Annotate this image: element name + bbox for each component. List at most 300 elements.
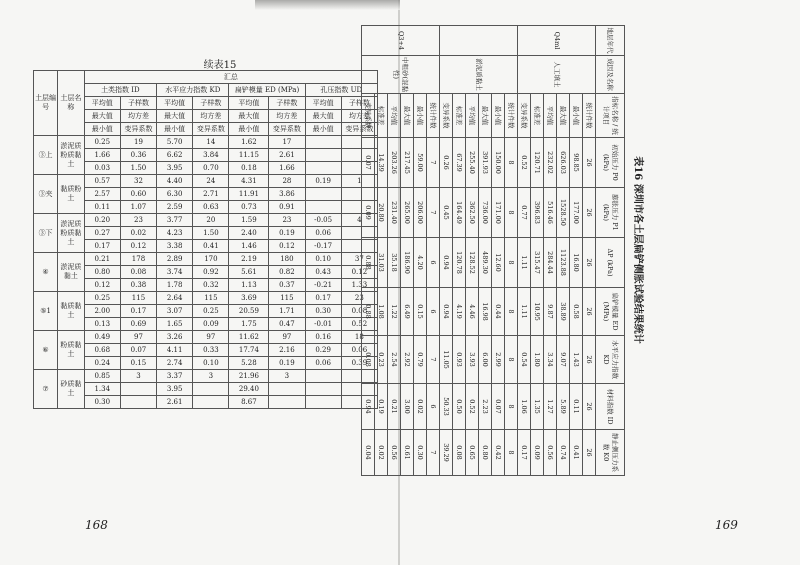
layer-name: 黏质黏土 [58,292,85,331]
cell: 0.41 [193,240,229,253]
stat-label: 变异系数 [269,123,305,136]
cell: 50.33 [440,384,453,430]
cell: 12.60 [492,238,505,288]
cell: 0.52 [518,138,531,188]
cell: 164.49 [453,188,466,238]
cell: 98.85 [570,138,583,188]
cell: 1.80 [531,336,544,384]
stat-label: 平均值 [305,97,341,110]
cell: 16.80 [570,238,583,288]
cell: 0.38 [120,279,156,292]
cell: 0.04 [362,430,375,476]
cell: 0.07 [120,344,156,357]
table-row [531,26,544,476]
stat-label: 子样数 [120,97,156,110]
cell: 255.40 [466,138,479,188]
cell: 2.61 [269,149,305,162]
cell: 0.74 [557,430,570,476]
header-summary: 汇总 [84,71,377,84]
cell: 6.30 [157,188,193,201]
cell: 1.43 [570,336,583,384]
cell: 0.25 [84,292,120,305]
stat-item: 平均值 [388,94,401,138]
cell: 8 [505,188,518,238]
cell: 3.34 [544,336,557,384]
cell: 0.03 [84,162,120,175]
cell: 4.20 [414,238,427,288]
era-cell: Q3+4 [362,26,440,56]
stat-label: 子样数 [269,97,305,110]
scan-shadow [255,0,400,10]
cell: 3 [193,370,229,383]
cell: 26 [583,288,596,336]
stat-label: 子样数 [193,97,229,110]
cell: 203.26 [388,138,401,188]
cell: 3.74 [157,266,193,279]
cell: 1123.88 [557,238,570,288]
col-layer-no: 土层编号 [34,71,58,136]
layer-no: ⑤1 [34,292,58,331]
era-cell [440,26,518,56]
stat-label: 最小值 [229,123,269,136]
cell: 1.62 [229,136,269,149]
cell: -0.01 [305,318,341,331]
stat-item: 最小值 [492,94,505,138]
cell: 396.83 [531,188,544,238]
cell: 0.12 [269,240,305,253]
cell: 2.19 [229,253,269,266]
group-header: 扁铲模量 ED (MPa) [229,84,305,97]
cell: 0.15 [414,288,427,336]
stat-item: 统计件数 [427,94,440,138]
cell: 0.27 [84,227,120,240]
column-header: 扁铲模量 ED (MPa) [596,288,625,336]
cell: 0.94 [440,238,453,288]
cell: 626.03 [557,138,570,188]
table-row [466,26,479,476]
cell: 3.77 [157,214,193,227]
cell: 11.62 [229,331,269,344]
cell: 0.85 [84,370,120,383]
table-row [505,26,518,476]
cell: 24 [193,175,229,188]
cell: 0.10 [305,253,341,266]
cell: 21.96 [229,370,269,383]
group-header: 土类指数 ID [84,84,156,97]
cell: 1 [341,175,377,188]
cell: 120.71 [531,138,544,188]
cell: 3.26 [157,331,193,344]
table-row [479,26,492,476]
cell: 8 [505,138,518,188]
cell: 6 [427,384,440,430]
cell: 3.00 [401,384,414,430]
cell: 3.95 [157,383,193,396]
cell: 2.64 [157,292,193,305]
table-row [388,26,401,476]
cell: 0.17 [84,240,120,253]
cell: 736.00 [479,188,492,238]
cell: 6.49 [401,288,414,336]
cell: 67.39 [453,138,466,188]
column-header: 初始压力 P0 (kPa) [596,138,625,188]
stat-label: 最大值 [229,110,269,123]
stat-item: 最大值 [401,94,414,138]
cell: 0.80 [479,430,492,476]
column-header: 水平应力指数 KD [596,336,625,384]
cell: 265.00 [401,188,414,238]
cell: 4.11 [157,344,193,357]
cell: 0.12 [341,266,377,279]
cell: 284.44 [544,238,557,288]
stat-item: 变异系数 [362,94,375,138]
cell: 0.19 [375,384,388,430]
cell: 1.66 [269,162,305,175]
cell: 0.13 [84,318,120,331]
cell: 2.57 [84,188,120,201]
stat-item: 最大值 [557,94,570,138]
stat-item: 变异系数 [518,94,531,138]
cell: 391.93 [479,138,492,188]
stat-item: 统计件数 [583,94,596,138]
cell: 37 [341,253,377,266]
cell: 0.30 [84,396,120,409]
cell: 0.52 [341,318,377,331]
stat-item: 平均值 [544,94,557,138]
cell: 0.41 [570,430,583,476]
cell: 2.74 [157,357,193,370]
cell: 0.60 [120,188,156,201]
cell: 16.98 [479,288,492,336]
cell: 0.44 [492,288,505,336]
stat-label: 变异系数 [193,123,229,136]
stat-label: 最小值 [157,123,193,136]
cell: 1.66 [84,149,120,162]
layer-name: 淤泥质粉质黏土 [58,214,85,253]
cell: 0.68 [84,344,120,357]
cell: 3 [120,370,156,383]
cell: 0.56 [544,430,557,476]
table-row [401,26,414,476]
cell: 120.78 [453,238,466,288]
column-header: ΔP (kPa) [596,238,625,288]
cell: 32 [120,175,156,188]
layer-no: ⑥ [34,331,58,370]
cell: 11.05 [440,336,453,384]
cell: 177.00 [570,188,583,238]
stat-label: 最小值 [305,123,341,136]
cell: 178 [120,253,156,266]
cell: 3.38 [157,240,193,253]
table-row [427,26,440,476]
cell: 0.02 [414,384,427,430]
stat-item: 标准差 [453,94,466,138]
cell: 4.23 [157,227,193,240]
cell: 0.17 [518,430,531,476]
cell: 0.80 [84,266,120,279]
cell: 8.67 [229,396,269,409]
cell: 0.36 [120,149,156,162]
stat-label: 变异系数 [120,123,156,136]
era-cell: Q4ml [518,26,596,56]
cell: 5.70 [157,136,193,149]
header-row [596,26,625,476]
cell: 0.07 [362,138,375,188]
cell: 0.07 [492,384,505,430]
stat-item: 平均值 [466,94,479,138]
table-row [570,26,583,476]
table-row [583,26,596,476]
group-header: 孔压指数 UD [305,84,377,97]
cell: 0.18 [229,162,269,175]
cell: 0.39 [341,357,377,370]
cell: 0.32 [193,279,229,292]
cell: 0.54 [518,336,531,384]
cell: 115 [120,292,156,305]
layer-name: 淤泥质黏土 [58,253,85,292]
cell: 115 [193,292,229,305]
cell: 28 [269,175,305,188]
cell: 362.50 [466,188,479,238]
stat-label: 平均值 [84,97,120,110]
cell: 2.61 [157,396,193,409]
stat-label: 均方差 [269,110,305,123]
cell: 2.99 [492,336,505,384]
cell: 1528.50 [557,188,570,238]
cell: 0.11 [570,384,583,430]
cell: 0.09 [362,188,375,238]
cell: 0.15 [120,357,156,370]
right-rotated-content [145,25,655,475]
cell: 0.30 [414,430,427,476]
table-row [375,26,388,476]
cell: 0.19 [269,357,305,370]
cell: 1.11 [518,288,531,336]
stat-label: 平均值 [229,97,269,110]
table-row [544,26,557,476]
cell: 1.65 [157,318,193,331]
cell: 0.45 [440,188,453,238]
cell: 6 [427,288,440,336]
cell: 2.23 [479,384,492,430]
col-layer-name: 土层名称 [58,71,85,136]
cell: 1.78 [157,279,193,292]
stat-item: 变异系数 [440,94,453,138]
group-header: 水平应力指数 KD [157,84,229,97]
cell: 3.07 [157,305,193,318]
cell: 1.13 [229,279,269,292]
cell: 0.02 [375,430,388,476]
cell: 20.59 [229,305,269,318]
layer-name: 淤泥质粉质黏土 [58,136,85,175]
cell: 0.88 [362,238,375,288]
column-header: 静止侧压力系数 K0 [596,430,625,476]
cell: 97 [120,331,156,344]
stat-label: 最大值 [157,110,193,123]
cell: 1.11 [518,238,531,288]
cell: 0.58 [570,288,583,336]
cell: 3.86 [269,188,305,201]
layer-name: 砂质黏土 [58,370,85,409]
table-caption: 续表15 [203,60,237,71]
page-number-right: 169 [715,518,738,532]
cell: 8 [505,384,518,430]
cell: 0.50 [453,384,466,430]
cell: 217.45 [401,138,414,188]
cell: -0.21 [305,279,341,292]
cell: 0.25 [193,305,229,318]
stat-item: 最大值 [479,94,492,138]
cell: 4.40 [157,175,193,188]
cell: 0.16 [305,331,341,344]
cell: 150.00 [492,138,505,188]
cell: 171.00 [492,188,505,238]
cell: 0.91 [269,201,305,214]
cell: 20.80 [375,188,388,238]
cell: 0.82 [269,266,305,279]
cell: 231.40 [388,188,401,238]
cell: 35.18 [388,238,401,288]
cell: 0.63 [193,201,229,214]
cell: 0.25 [84,136,120,149]
cell: 0.20 [84,214,120,227]
cell: 20 [193,214,229,227]
cell: 1.46 [229,240,269,253]
table-row [518,26,531,476]
cell: 0.08 [341,305,377,318]
cell: 2.89 [157,253,193,266]
cell: 2.92 [401,336,414,384]
cell: 0.37 [269,279,305,292]
stat-item: 标准差 [375,94,388,138]
cell: 1.22 [388,288,401,336]
cell: 2.00 [84,305,120,318]
cell: 0.10 [193,357,229,370]
cell: 0.21 [388,384,401,430]
cell: 0.09 [193,318,229,331]
cell: 0.26 [440,138,453,188]
cell: 2.40 [229,227,269,240]
cell: 1.06 [518,384,531,430]
cell: 3.69 [229,292,269,305]
layer-name: 粉质黏土 [58,331,85,370]
cell: 23 [269,214,305,227]
cell: 0.47 [269,318,305,331]
cell: 0.56 [388,430,401,476]
cell: 7 [427,336,440,384]
right-data-table [361,25,625,476]
cell: 516.46 [544,188,557,238]
cell: 11.15 [229,149,269,162]
stat-label: 均方差 [193,110,229,123]
cell: 0.42 [492,430,505,476]
soil-name-cell: 淤泥质黏土 [440,56,518,94]
table-row [492,26,505,476]
cell: 7 [427,138,440,188]
cell: 128.52 [466,238,479,288]
cell: 1.50 [120,162,156,175]
cell: 0.88 [362,288,375,336]
layer-no: ③上 [34,136,58,175]
page-number-left: 168 [85,518,108,532]
cell: 0.57 [84,175,120,188]
table-row [362,26,375,476]
cell: 1.33 [341,279,377,292]
cell: 14.39 [375,138,388,188]
cell: 115 [269,292,305,305]
cell: 39.29 [440,430,453,476]
cell: 0.12 [120,240,156,253]
cell: 2.71 [193,188,229,201]
cell: 0.65 [466,430,479,476]
cell: 8 [505,238,518,288]
stat-label: 变异系数 [341,123,377,136]
right-table-title: 表16 深圳市各土层扁铲侧胀试验结果统计 [632,156,643,344]
cell: 3 [269,370,305,383]
cell: 97 [193,331,229,344]
cell: 315.47 [531,238,544,288]
cell: 8 [505,288,518,336]
cell: 5.89 [557,384,570,430]
cell: 6 [427,238,440,288]
stat-item: 最小值 [414,94,427,138]
cell: 4 [341,214,377,227]
soil-name-cell: 中粗砂(混黏性) [362,56,440,94]
cell: 0.77 [518,188,531,238]
cell: 489.30 [479,238,492,288]
cell: 1.35 [531,384,544,430]
layer-name: 黏质粉土 [58,175,85,214]
cell: 6.62 [157,149,193,162]
cell: 19 [120,136,156,149]
cell: 0.17 [120,305,156,318]
cell: 26 [583,238,596,288]
cell: 0.29 [305,344,341,357]
stat-item: 最小值 [570,94,583,138]
cell: 0.08 [362,336,375,384]
cell: 232.02 [544,138,557,188]
cell: 14 [193,136,229,149]
cell: 38.89 [557,288,570,336]
cell: 0.08 [453,430,466,476]
cell: 26 [583,188,596,238]
cell: 0.69 [120,318,156,331]
stat-label: 均方差 [120,110,156,123]
cell: 2.16 [269,344,305,357]
column-header: 材料指数 ID [596,384,625,430]
layer-no: ③夹 [34,175,58,214]
cell: 0.02 [120,227,156,240]
table-row [414,26,427,476]
soil-name-cell: 人工填土 [518,56,596,94]
cell: 1.27 [544,384,557,430]
cell: 0.94 [362,384,375,430]
stat-label: 最大值 [305,110,341,123]
cell: 0.06 [305,227,341,240]
cell: 3.93 [466,336,479,384]
table-row [440,26,453,476]
cell: 0.73 [229,201,269,214]
cell: -0.17 [305,240,341,253]
cell: 5.61 [229,266,269,279]
cell: 0.94 [440,288,453,336]
cell: 18 [341,331,377,344]
cell: 0.06 [305,357,341,370]
cell: 0.11 [84,201,120,214]
cell: 31.03 [375,238,388,288]
column-header: 膨胀压力 P1 (kPa) [596,188,625,238]
layer-no: ③下 [34,214,58,253]
